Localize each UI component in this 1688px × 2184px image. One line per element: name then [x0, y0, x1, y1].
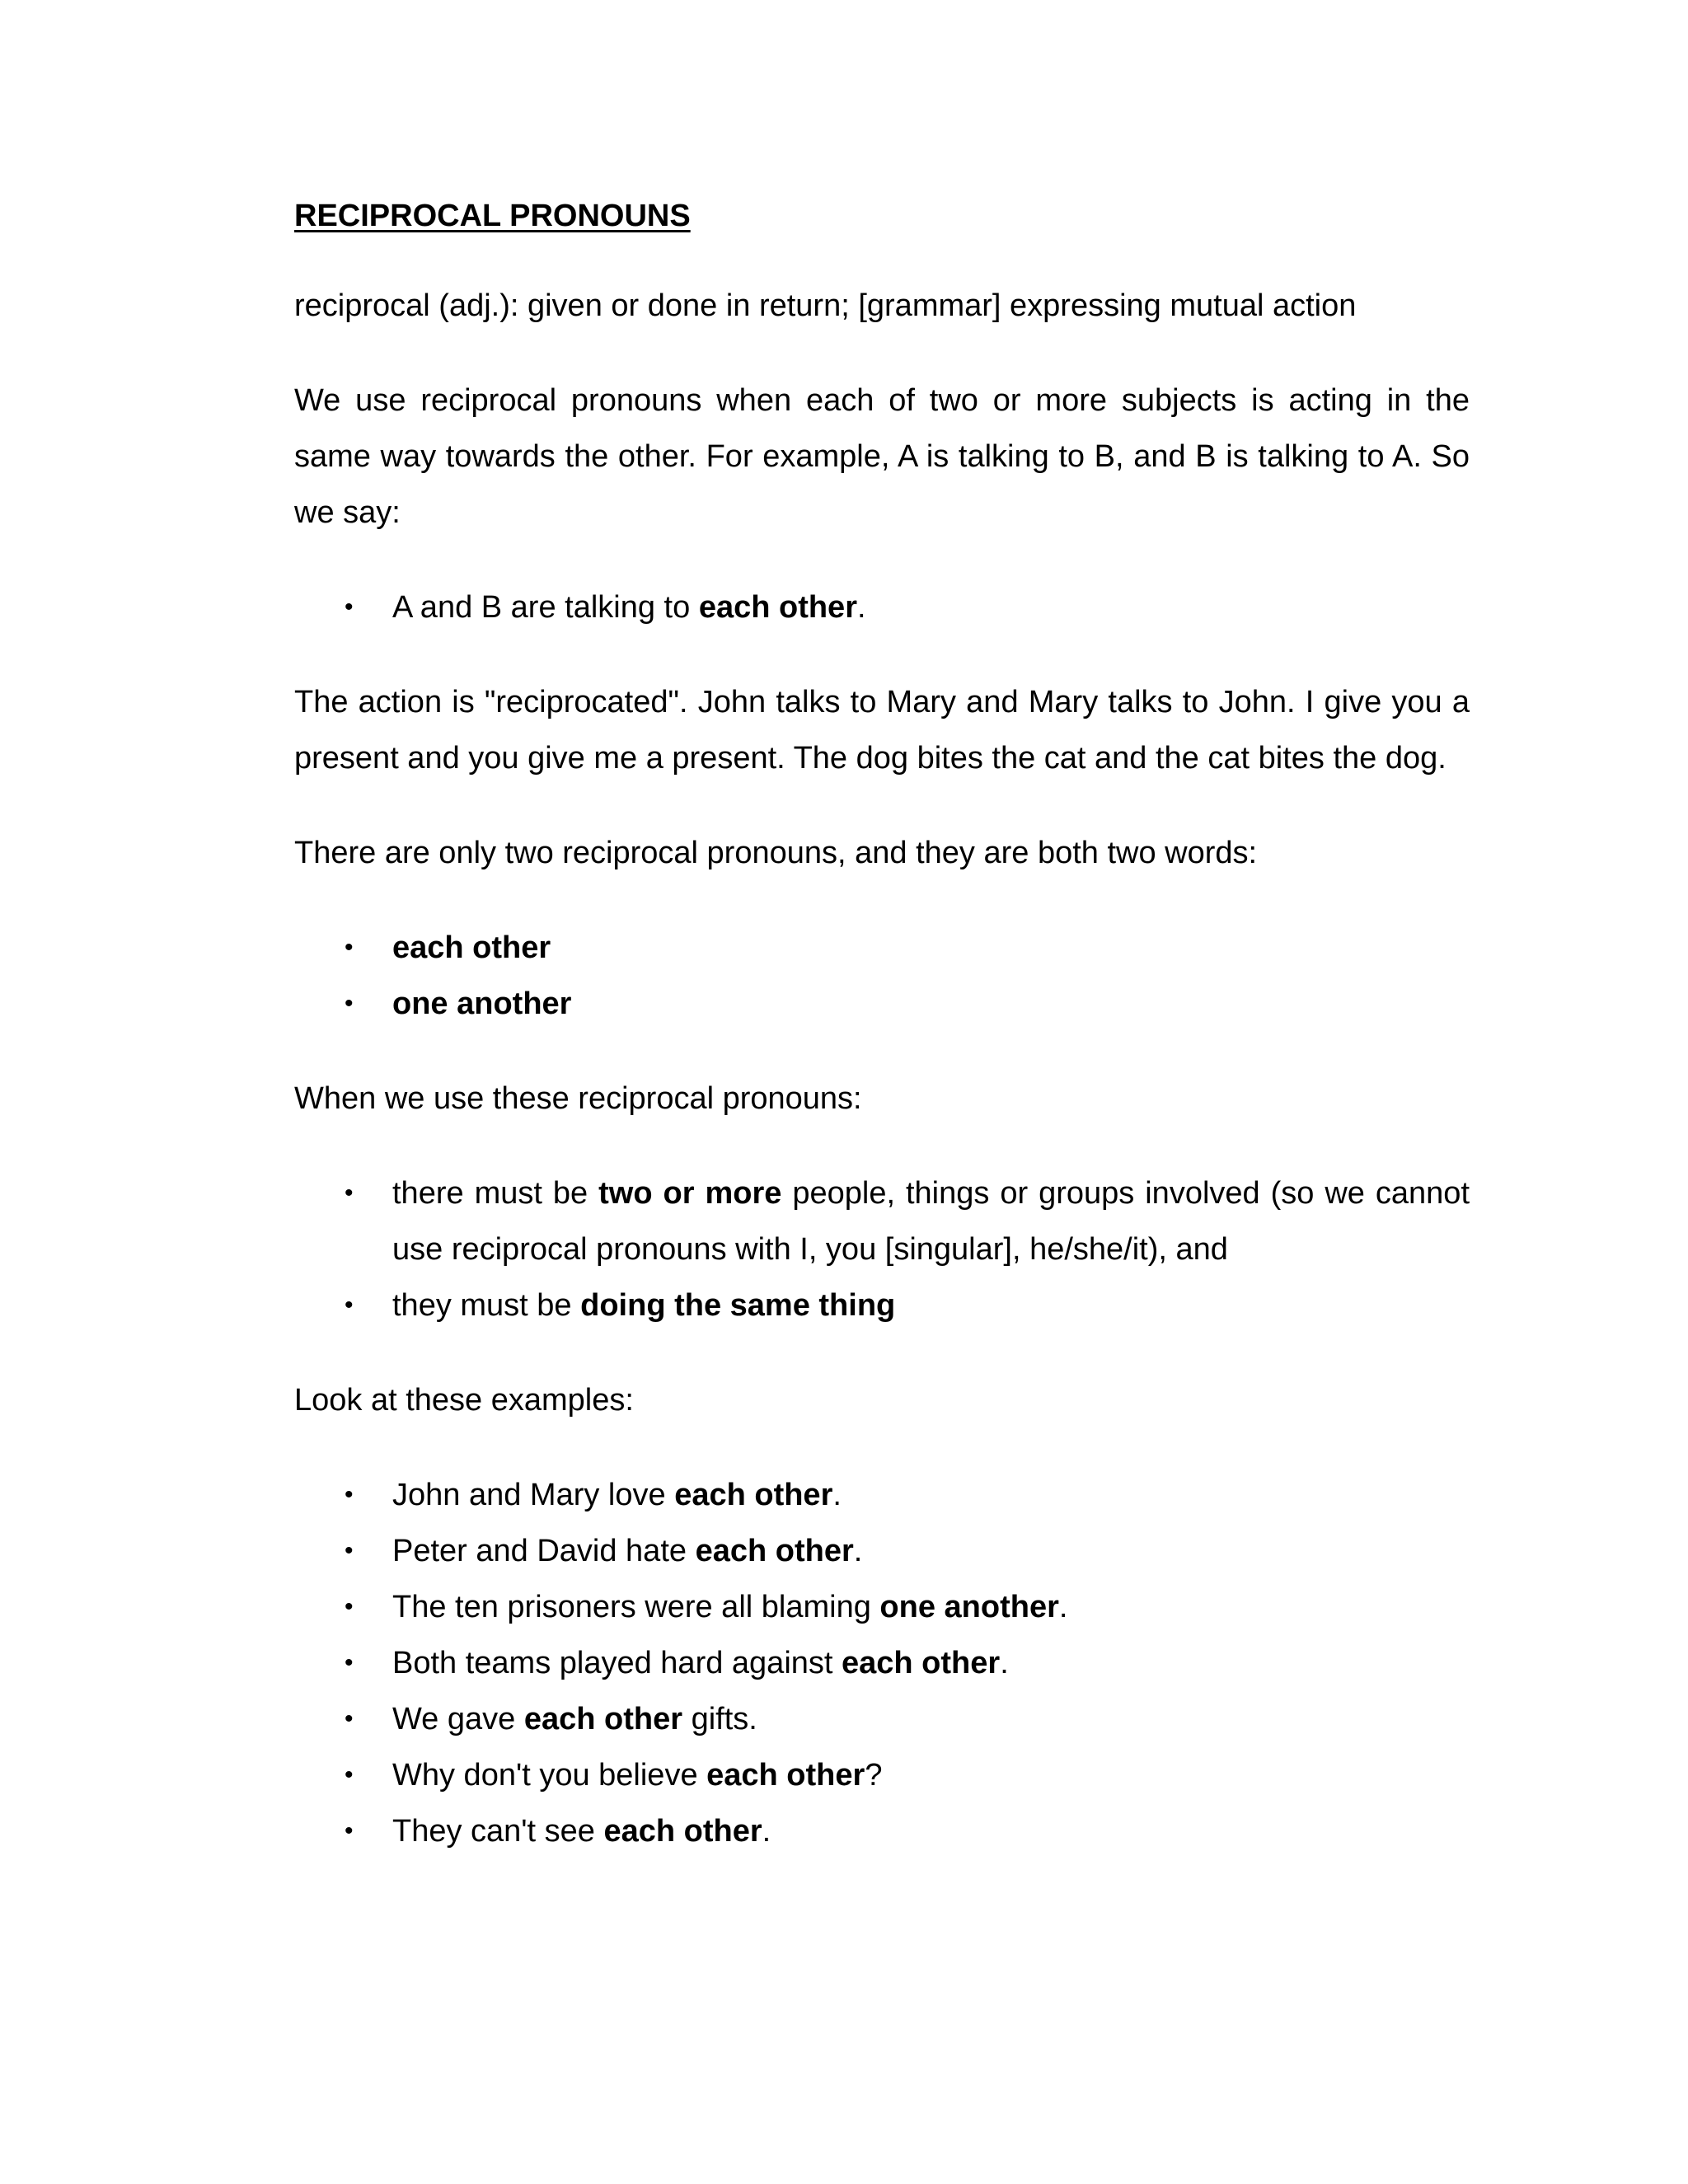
list-item — [294, 1523, 1470, 1579]
bullet-icon: • — [345, 1537, 354, 1564]
list-item-bold: each other — [674, 1478, 833, 1512]
list-item-bold: doing the same thing — [580, 1288, 896, 1323]
list-item-text-end: . — [856, 590, 866, 625]
list-item-text: The ten prisoners were all blaming — [392, 1590, 880, 1624]
list-item-text: they must be — [392, 1288, 581, 1323]
list-item-bold: two or more — [598, 1176, 782, 1211]
bullet-icon: • — [345, 1593, 354, 1620]
list-item-bold: each other — [842, 1646, 1001, 1680]
bullet-icon: • — [345, 593, 354, 621]
list-item — [294, 1165, 1470, 1277]
list-item-bold: each other — [706, 1758, 865, 1793]
list-item-bold: each other — [523, 1702, 683, 1736]
only-two-paragraph: There are only two reciprocal pronouns, and they are both two words: — [294, 836, 1258, 870]
list-item — [294, 579, 1470, 635]
pronoun-each-other: each other — [392, 930, 551, 965]
bullet-icon: • — [345, 1817, 354, 1844]
example-list-talking — [294, 579, 1470, 635]
intro-paragraph: We use reciprocal pronouns when each of two or more subjects is acting in the same way towards the other. For example, A is talking to B, and B is talking to A. So we say: — [294, 383, 1470, 530]
when-use-paragraph: When we use these reciprocal pronouns: — [294, 1081, 862, 1116]
look-at-paragraph: Look at these examples: — [294, 1383, 634, 1418]
bullet-icon: • — [345, 1761, 354, 1788]
list-item-bold: each other — [698, 590, 857, 625]
pronoun-one-another: one another — [392, 987, 572, 1021]
list-item — [294, 976, 1470, 1032]
pronoun-list — [294, 920, 1470, 1032]
bullet-icon: • — [345, 934, 354, 961]
list-item-text-end: . — [1000, 1646, 1009, 1680]
reciprocated-paragraph: The action is "reciprocated". John talks to Mary and Mary talks to John. I give you a present and you give me a present. The dog bites the cat and the cat bites the dog. — [294, 685, 1470, 776]
list-item-text-end: people, things or groups involved (so we cannot use reciprocal pronouns with I, you [singular], he/she/it), and — [392, 1176, 1470, 1267]
list-item — [294, 1747, 1470, 1803]
list-item-text: Peter and David hate — [392, 1534, 696, 1568]
list-item — [294, 1691, 1470, 1747]
list-item-text-end: ? — [865, 1758, 883, 1793]
list-item-bold: each other — [603, 1814, 762, 1849]
document-body — [294, 194, 1470, 1898]
list-item — [294, 1467, 1470, 1523]
bullet-icon: • — [345, 1481, 354, 1508]
list-item — [294, 920, 1470, 976]
examples-list — [294, 1467, 1470, 1859]
list-item — [294, 1277, 1470, 1333]
list-item-text: Why don't you believe — [392, 1758, 707, 1793]
list-item-text: They can't see — [392, 1814, 604, 1849]
list-item-text: John and Mary love — [392, 1478, 675, 1512]
bullet-icon: • — [345, 1649, 354, 1676]
list-item-text: there must be — [392, 1176, 599, 1211]
rules-list — [294, 1165, 1470, 1333]
bullet-icon: • — [345, 1291, 354, 1319]
list-item-bold: each other — [695, 1534, 854, 1568]
bullet-icon: • — [345, 1705, 354, 1732]
list-item-bold: one another — [879, 1590, 1059, 1624]
definition-paragraph: reciprocal (adj.): given or done in return; [grammar] expressing mutual action — [294, 288, 1357, 323]
list-item-text-end: . — [1058, 1590, 1068, 1624]
list-item-text: Both teams played hard against — [392, 1646, 842, 1680]
list-item-text-end: . — [762, 1814, 771, 1849]
list-item — [294, 1635, 1470, 1691]
bullet-icon: • — [345, 1179, 354, 1207]
bullet-icon: • — [345, 990, 354, 1017]
list-item-text-end: . — [853, 1534, 863, 1568]
list-item — [294, 1803, 1470, 1859]
list-item-text-end: gifts. — [682, 1702, 757, 1736]
list-item-text: We gave — [392, 1702, 524, 1736]
list-item — [294, 1579, 1470, 1635]
page-title: RECIPROCAL PRONOUNS — [294, 199, 691, 233]
list-item-text-end: . — [832, 1478, 842, 1512]
list-item-text: A and B are talking to — [392, 590, 699, 625]
